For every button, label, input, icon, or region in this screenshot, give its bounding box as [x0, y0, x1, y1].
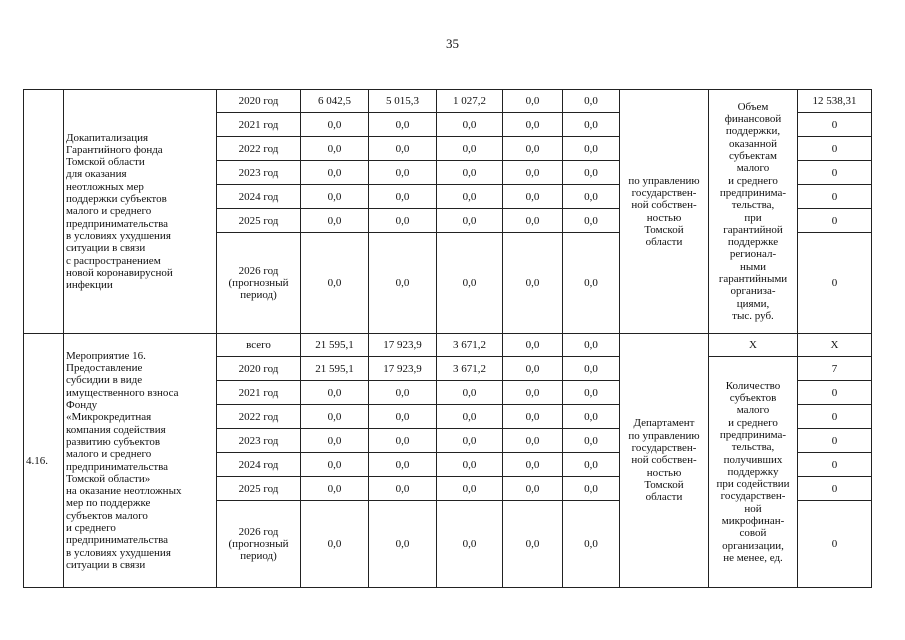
- indicator-line: не менее, ед.: [723, 551, 783, 564]
- value-cell: 0,0: [369, 453, 437, 477]
- table-row: [24, 90, 872, 113]
- responsible-cell: [620, 334, 709, 588]
- value-cell: 0,0: [563, 90, 620, 113]
- measure-name-line: Фонду: [66, 399, 98, 412]
- target-value-cell: 0: [798, 209, 872, 233]
- year-cell: 2022 год: [217, 405, 301, 429]
- value-cell: 3 671,2: [437, 357, 503, 381]
- year-line: период): [240, 550, 277, 562]
- measure-name-line: ситуации в связи: [66, 558, 146, 571]
- value-cell: 0,0: [437, 113, 503, 137]
- indicator-line: поддержке: [727, 236, 779, 249]
- value-cell: 0,0: [563, 334, 620, 357]
- measure-name-line: инфекции: [66, 279, 113, 292]
- indicator-line: и среднего: [728, 416, 778, 429]
- value-total-cell: 6 042,5: [301, 90, 369, 113]
- measure-name-line: развитию субъектов: [66, 435, 161, 448]
- target-value-cell: 0: [798, 405, 872, 429]
- target-value-cell: 0: [798, 453, 872, 477]
- indicator-line: субъектам: [729, 150, 777, 163]
- measure-name-line: предпринимательства: [66, 534, 169, 547]
- indicator-line: тыс. руб.: [732, 309, 774, 322]
- value-cell: 0,0: [563, 477, 620, 501]
- page-number: 35: [446, 36, 459, 51]
- year-cell: 2025 год: [217, 477, 301, 501]
- responsible-line: ной собствен-: [631, 454, 697, 467]
- value-total-cell: 0,0: [301, 161, 369, 185]
- responsible-line: области: [645, 491, 683, 504]
- measure-name-line: Мероприятие 16.: [66, 349, 146, 362]
- responsible-line: государствен-: [631, 442, 697, 455]
- responsible-cell: [620, 90, 709, 334]
- value-cell: 0,0: [503, 209, 563, 233]
- value-cell: 0,0: [563, 453, 620, 477]
- measure-name-line: Докапитализация: [66, 131, 149, 144]
- target-value-cell: 7: [798, 357, 872, 381]
- measure-name-line: в условиях ухудшения: [66, 546, 171, 559]
- target-value-cell: 0: [798, 477, 872, 501]
- value-total-cell: 0,0: [301, 233, 369, 334]
- value-cell: 0,0: [503, 113, 563, 137]
- indicator-cell: [709, 90, 798, 334]
- responsible-line: ной собствен-: [631, 199, 697, 212]
- target-value-cell: 0: [798, 185, 872, 209]
- measure-name-line: Томской области: [66, 156, 145, 169]
- year-cell: [217, 233, 301, 334]
- indicator-line: организации,: [722, 539, 784, 552]
- indicator-line: тельства,: [731, 441, 775, 454]
- value-cell: 0,0: [563, 161, 620, 185]
- responsible-line: по управлению: [628, 429, 700, 442]
- value-cell: 0,0: [369, 429, 437, 453]
- value-cell: 0,0: [563, 209, 620, 233]
- value-cell: 0,0: [369, 405, 437, 429]
- year-cell: 2020 год: [217, 357, 301, 381]
- target-value-cell: 0: [798, 501, 872, 588]
- value-cell: 0,0: [369, 185, 437, 209]
- value-cell: 0,0: [369, 161, 437, 185]
- responsible-line: ностью: [646, 211, 682, 224]
- value-cell: 0,0: [437, 453, 503, 477]
- target-value-cell: Х: [798, 334, 872, 357]
- year-line: период): [240, 289, 277, 301]
- indicator-line: организа-: [730, 285, 776, 298]
- value-cell: 17 923,9: [369, 357, 437, 381]
- year-cell: 2024 год: [217, 453, 301, 477]
- indicator-line: поддержки,: [725, 125, 781, 138]
- indicator-line: гарантийными: [718, 272, 788, 285]
- measure-name-line: субъектов малого: [66, 509, 148, 522]
- responsible-line: области: [645, 236, 683, 249]
- value-cell: 0,0: [437, 209, 503, 233]
- target-value-cell: 0: [798, 429, 872, 453]
- value-total-cell: 0,0: [301, 137, 369, 161]
- measure-name-line: новой коронавирусной: [66, 266, 173, 279]
- value-cell: 0,0: [503, 453, 563, 477]
- year-cell: 2023 год: [217, 161, 301, 185]
- value-cell: 0,0: [563, 113, 620, 137]
- year-cell: 2024 год: [217, 185, 301, 209]
- measure-name-line: с распространением: [66, 254, 161, 267]
- measure-name-cell: [64, 90, 217, 334]
- responsible-line: Департамент: [633, 417, 695, 430]
- indicator-line: при содействии: [716, 478, 790, 491]
- value-cell: 0,0: [503, 90, 563, 113]
- value-total-cell: 0,0: [301, 501, 369, 588]
- measure-name-line: имущественного взноса: [66, 386, 179, 399]
- indicator-line: финансовой: [724, 113, 782, 126]
- measure-name-line: Предоставление: [66, 362, 143, 375]
- value-cell: 0,0: [437, 381, 503, 405]
- value-cell: 0,0: [369, 477, 437, 501]
- value-total-cell: 0,0: [301, 185, 369, 209]
- measure-name-line: предпринимательства: [66, 460, 169, 473]
- value-cell: 0,0: [503, 334, 563, 357]
- value-cell: 0,0: [503, 381, 563, 405]
- value-total-cell: 0,0: [301, 429, 369, 453]
- measure-name-line: малого и среднего: [66, 205, 152, 218]
- responsible-line: Томской: [644, 223, 684, 236]
- measure-name-cell: [64, 334, 217, 588]
- target-value-cell: 12 538,31: [798, 90, 872, 113]
- indicator-line: регионал-: [729, 248, 777, 261]
- year-cell: 2021 год: [217, 381, 301, 405]
- measure-name-line: предпринимательства: [66, 217, 169, 230]
- value-cell: 0,0: [503, 233, 563, 334]
- measure-name-line: компания содействия: [66, 423, 166, 436]
- value-cell: 5 015,3: [369, 90, 437, 113]
- value-cell: 0,0: [369, 137, 437, 161]
- value-cell: 0,0: [503, 161, 563, 185]
- value-cell: 0,0: [563, 429, 620, 453]
- value-cell: 0,0: [503, 501, 563, 588]
- indicator-line: ной: [744, 502, 762, 515]
- year-line: 2026 год: [238, 526, 279, 538]
- indicator-line: предпринима-: [719, 428, 787, 441]
- value-cell: 0,0: [437, 185, 503, 209]
- value-cell: 0,0: [563, 357, 620, 381]
- year-cell: 2020 год: [217, 90, 301, 113]
- responsible-line: Томской: [644, 478, 684, 491]
- value-cell: 0,0: [369, 381, 437, 405]
- value-cell: 0,0: [503, 185, 563, 209]
- value-cell: 0,0: [437, 137, 503, 161]
- indicator-line: Количество: [725, 379, 781, 392]
- measure-name-line: мер по поддержке: [66, 497, 151, 510]
- indicator-line: тельства,: [731, 199, 775, 212]
- value-total-cell: 0,0: [301, 453, 369, 477]
- value-total-cell: 21 595,1: [301, 334, 369, 357]
- value-cell: 0,0: [503, 429, 563, 453]
- value-total-cell: 0,0: [301, 477, 369, 501]
- indicator-line: ными: [739, 260, 767, 273]
- value-cell: 17 923,9: [369, 334, 437, 357]
- indicator-line: малого: [736, 162, 770, 175]
- measure-name-line: Гарантийного фонда: [66, 143, 163, 156]
- indicator-line: и среднего: [728, 174, 778, 187]
- year-cell: 2023 год: [217, 429, 301, 453]
- indicator-line: получивших: [723, 453, 783, 466]
- value-cell: 0,0: [563, 137, 620, 161]
- year-line: (прогнозный: [228, 538, 289, 550]
- value-cell: 0,0: [563, 381, 620, 405]
- year-cell: 2021 год: [217, 113, 301, 137]
- year-cell: [217, 501, 301, 588]
- indicator-cell: [709, 357, 798, 588]
- indicator-line: малого: [736, 404, 770, 417]
- indicator-line: микрофинан-: [721, 515, 785, 528]
- measure-name-line: малого и среднего: [66, 448, 152, 461]
- value-total-cell: 0,0: [301, 405, 369, 429]
- indicator-line: гарантийной: [723, 223, 783, 236]
- responsible-line: государствен-: [631, 186, 697, 199]
- indicator-cell: Х: [709, 334, 798, 357]
- value-cell: 0,0: [563, 501, 620, 588]
- measure-name-line: в условиях ухудшения: [66, 229, 171, 242]
- target-value-cell: 0: [798, 161, 872, 185]
- value-cell: 0,0: [563, 405, 620, 429]
- indicator-line: при: [744, 211, 762, 224]
- value-total-cell: 0,0: [301, 381, 369, 405]
- value-cell: 0,0: [369, 233, 437, 334]
- value-cell: 0,0: [369, 209, 437, 233]
- indicator-line: Объем: [737, 100, 769, 113]
- year-line: 2026 год: [238, 265, 279, 277]
- value-cell: 3 671,2: [437, 334, 503, 357]
- value-cell: 0,0: [503, 357, 563, 381]
- measure-name-line: Томской области»: [66, 472, 151, 485]
- row-number-cell: 4.16.: [24, 334, 64, 588]
- target-value-cell: 0: [798, 137, 872, 161]
- value-cell: 0,0: [437, 233, 503, 334]
- financing-table: [23, 89, 872, 588]
- value-cell: 0,0: [503, 477, 563, 501]
- indicator-line: предпринима-: [719, 186, 787, 199]
- value-total-cell: 0,0: [301, 209, 369, 233]
- value-cell: 0,0: [437, 477, 503, 501]
- year-line: (прогнозный: [228, 277, 289, 289]
- value-total-cell: 21 595,1: [301, 357, 369, 381]
- value-cell: 0,0: [563, 233, 620, 334]
- measure-name-line: неотложных мер: [66, 180, 144, 193]
- measure-name-line: на оказание неотложных: [66, 485, 182, 498]
- indicator-line: субъектов: [729, 392, 777, 405]
- value-total-cell: 0,0: [301, 113, 369, 137]
- value-cell: 0,0: [369, 113, 437, 137]
- responsible-line: ностью: [646, 466, 682, 479]
- measure-name-line: для оказания: [66, 168, 127, 181]
- value-cell: 1 027,2: [437, 90, 503, 113]
- row-number-cell: [24, 90, 64, 334]
- value-cell: 0,0: [437, 405, 503, 429]
- value-cell: 0,0: [369, 501, 437, 588]
- indicator-line: государствен-: [720, 490, 786, 503]
- table-row: [24, 334, 872, 357]
- year-cell: 2022 год: [217, 137, 301, 161]
- year-cell: 2025 год: [217, 209, 301, 233]
- target-value-cell: 0: [798, 113, 872, 137]
- measure-name-line: субсидии в виде: [66, 374, 143, 387]
- value-cell: 0,0: [563, 185, 620, 209]
- indicator-line: поддержку: [727, 465, 779, 478]
- measure-name-line: поддержки субъектов: [66, 193, 167, 206]
- target-value-cell: 0: [798, 233, 872, 334]
- indicator-line: циями,: [736, 297, 770, 310]
- year-cell: всего: [217, 334, 301, 357]
- measure-name-line: ситуации в связи: [66, 242, 146, 255]
- value-cell: 0,0: [437, 161, 503, 185]
- value-cell: 0,0: [437, 501, 503, 588]
- value-cell: 0,0: [503, 137, 563, 161]
- value-cell: 0,0: [503, 405, 563, 429]
- responsible-line: по управлению: [628, 174, 700, 187]
- measure-name-line: «Микрокредитная: [66, 411, 152, 424]
- indicator-line: оказанной: [729, 137, 777, 150]
- measure-name-line: и среднего: [66, 521, 116, 534]
- indicator-line: совой: [739, 527, 767, 540]
- value-cell: 0,0: [437, 429, 503, 453]
- target-value-cell: 0: [798, 381, 872, 405]
